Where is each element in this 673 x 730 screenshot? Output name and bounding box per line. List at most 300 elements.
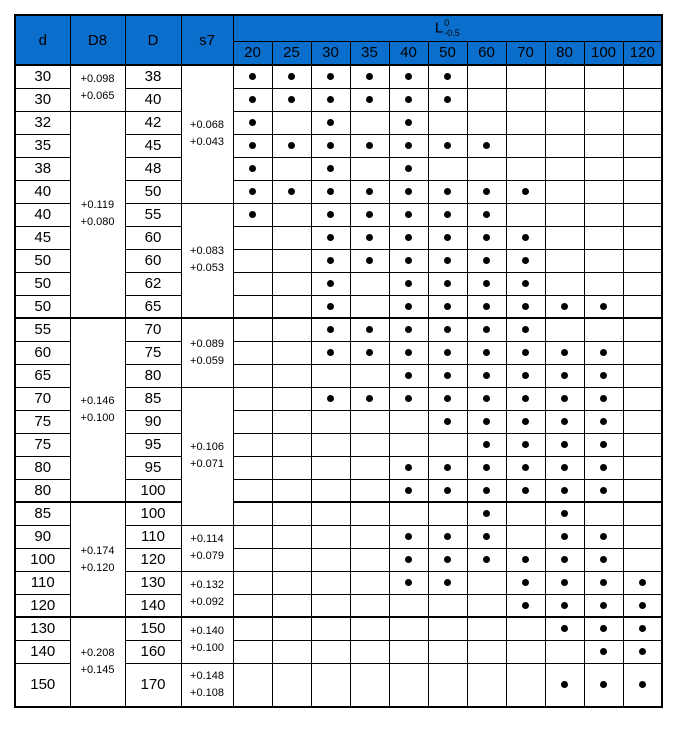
availability-cell-L30 <box>311 134 350 157</box>
availability-cell-L80 <box>545 111 584 134</box>
col-header-L <box>233 15 662 41</box>
availability-cell-L30 <box>311 203 350 226</box>
availability-cell-L80 <box>545 134 584 157</box>
availability-cell-L20 <box>233 617 272 640</box>
dot-icon <box>444 257 451 264</box>
s7-tolerance-cell-lower: +0.092 <box>190 595 224 608</box>
availability-cell-L80 <box>545 663 584 707</box>
dot-icon <box>561 464 568 471</box>
dot-icon <box>522 464 529 471</box>
d8-tolerance-cell-lower: +0.080 <box>80 216 115 229</box>
availability-cell-L30 <box>311 663 350 707</box>
availability-cell-L20 <box>233 341 272 364</box>
dot-icon <box>483 280 490 287</box>
D-value-cell: 60 <box>125 226 181 249</box>
l-tolerance-stack <box>444 18 460 38</box>
availability-cell-L25 <box>272 203 311 226</box>
dot-icon <box>522 418 529 425</box>
availability-cell-L70 <box>506 272 545 295</box>
s7-tolerance-cell-lower: +0.071 <box>190 458 224 470</box>
availability-cell-L70 <box>506 295 545 318</box>
dot-icon <box>561 510 568 517</box>
availability-cell-L20 <box>233 272 272 295</box>
availability-cell-L60 <box>467 456 506 479</box>
d-value-cell: 40 <box>15 203 70 226</box>
availability-cell-L50 <box>428 548 467 571</box>
dot-icon <box>639 602 646 609</box>
dot-icon <box>405 533 412 540</box>
dot-icon <box>444 349 451 356</box>
availability-cell-L80 <box>545 318 584 341</box>
dot-icon <box>405 464 412 471</box>
availability-cell-L50 <box>428 157 467 180</box>
availability-cell-L100 <box>584 88 623 111</box>
availability-cell-L35 <box>350 341 389 364</box>
availability-cell-L50 <box>428 640 467 663</box>
availability-cell-L40 <box>389 433 428 456</box>
availability-cell-L30 <box>311 157 350 180</box>
availability-cell-L60 <box>467 134 506 157</box>
dot-icon <box>600 648 607 655</box>
dot-icon <box>444 556 451 563</box>
availability-cell-L20 <box>233 594 272 617</box>
availability-cell-L100 <box>584 433 623 456</box>
availability-cell-L80 <box>545 594 584 617</box>
dot-icon <box>483 464 490 471</box>
availability-cell-L40 <box>389 364 428 387</box>
availability-cell-L120 <box>623 272 662 295</box>
availability-cell-L35 <box>350 525 389 548</box>
availability-cell-L50 <box>428 272 467 295</box>
dot-icon <box>405 73 412 80</box>
s7-tolerance-cell-lower: +0.079 <box>190 550 224 562</box>
s7-tolerance-cell-upper: +0.068 <box>190 119 224 132</box>
dot-icon <box>522 556 529 563</box>
dot-icon <box>483 533 490 540</box>
availability-cell-L70 <box>506 134 545 157</box>
availability-cell-L50 <box>428 594 467 617</box>
dot-icon <box>561 418 568 425</box>
dot-icon <box>444 96 451 103</box>
availability-cell-L20 <box>233 180 272 203</box>
availability-cell-L40 <box>389 111 428 134</box>
table-body <box>15 65 662 707</box>
D-value-cell: 140 <box>125 594 181 617</box>
availability-cell-L35 <box>350 663 389 707</box>
D-value-cell: 45 <box>125 134 181 157</box>
dot-icon <box>483 234 490 241</box>
d8-tolerance-cell-lower: +0.100 <box>80 412 115 424</box>
availability-cell-L100 <box>584 65 623 88</box>
col-header-d8: D8 <box>70 15 125 65</box>
dot-icon <box>327 73 334 80</box>
dot-icon <box>561 602 568 609</box>
d8-tolerance-cell-upper: +0.208 <box>80 647 115 659</box>
s7-tolerance-cell-upper: +0.114 <box>190 533 224 545</box>
availability-cell-L25 <box>272 157 311 180</box>
availability-cell-L30 <box>311 341 350 364</box>
length-header-70: 70 <box>506 41 545 65</box>
availability-cell-L30 <box>311 364 350 387</box>
d-value-cell: 38 <box>15 157 70 180</box>
availability-cell-L100 <box>584 111 623 134</box>
dot-icon <box>405 280 412 287</box>
availability-cell-L100 <box>584 364 623 387</box>
dot-icon <box>444 211 451 218</box>
d-value-cell: 45 <box>15 226 70 249</box>
availability-cell-L20 <box>233 249 272 272</box>
availability-cell-L80 <box>545 387 584 410</box>
dot-icon <box>405 579 412 586</box>
availability-cell-L120 <box>623 226 662 249</box>
availability-cell-L60 <box>467 525 506 548</box>
availability-cell-L25 <box>272 134 311 157</box>
availability-cell-L80 <box>545 433 584 456</box>
dot-icon <box>405 119 412 126</box>
d-value-cell: 50 <box>15 272 70 295</box>
D-value-cell: 48 <box>125 157 181 180</box>
dot-icon <box>327 280 334 287</box>
availability-cell-L40 <box>389 134 428 157</box>
dot-icon <box>249 142 256 149</box>
availability-cell-L30 <box>311 410 350 433</box>
availability-cell-L35 <box>350 640 389 663</box>
availability-cell-L120 <box>623 111 662 134</box>
availability-cell-L50 <box>428 341 467 364</box>
availability-cell-L100 <box>584 341 623 364</box>
availability-cell-L30 <box>311 479 350 502</box>
dot-icon <box>366 142 373 149</box>
availability-cell-L120 <box>623 249 662 272</box>
availability-cell-L30 <box>311 502 350 525</box>
availability-cell-L25 <box>272 364 311 387</box>
availability-cell-L60 <box>467 111 506 134</box>
availability-cell-L40 <box>389 157 428 180</box>
dot-icon <box>522 372 529 379</box>
availability-cell-L20 <box>233 663 272 707</box>
availability-cell-L60 <box>467 226 506 249</box>
availability-cell-L70 <box>506 65 545 88</box>
dot-icon <box>483 395 490 402</box>
dot-icon <box>405 257 412 264</box>
availability-cell-L120 <box>623 203 662 226</box>
availability-cell-L35 <box>350 456 389 479</box>
availability-cell-L80 <box>545 65 584 88</box>
availability-cell-L120 <box>623 157 662 180</box>
dot-icon <box>522 257 529 264</box>
availability-cell-L50 <box>428 502 467 525</box>
dot-icon <box>405 96 412 103</box>
availability-cell-L60 <box>467 479 506 502</box>
dot-icon <box>522 188 529 195</box>
s7-tolerance-cell <box>181 65 233 203</box>
dot-icon <box>249 188 256 195</box>
D-value-cell: 40 <box>125 88 181 111</box>
availability-cell-L70 <box>506 525 545 548</box>
availability-cell-L100 <box>584 410 623 433</box>
availability-cell-L40 <box>389 65 428 88</box>
availability-cell-L120 <box>623 456 662 479</box>
availability-cell-L35 <box>350 272 389 295</box>
length-header-120: 120 <box>623 41 662 65</box>
D-value-cell: 90 <box>125 410 181 433</box>
dot-icon <box>327 395 334 402</box>
availability-cell-L70 <box>506 548 545 571</box>
availability-cell-L40 <box>389 203 428 226</box>
d-value-cell: 75 <box>15 410 70 433</box>
availability-cell-L80 <box>545 525 584 548</box>
availability-cell-L70 <box>506 479 545 502</box>
availability-cell-L80 <box>545 548 584 571</box>
availability-cell-L70 <box>506 617 545 640</box>
availability-cell-L70 <box>506 203 545 226</box>
availability-cell-L70 <box>506 456 545 479</box>
availability-cell-L120 <box>623 180 662 203</box>
availability-cell-L25 <box>272 111 311 134</box>
s7-tolerance-cell <box>181 525 233 571</box>
length-header-25: 25 <box>272 41 311 65</box>
availability-cell-L80 <box>545 502 584 525</box>
s7-tolerance-cell-upper: +0.132 <box>190 578 224 591</box>
availability-cell-L60 <box>467 617 506 640</box>
availability-cell-L20 <box>233 502 272 525</box>
table-row <box>15 617 662 640</box>
dot-icon <box>444 533 451 540</box>
col-header-d: d <box>15 15 70 65</box>
dot-icon <box>444 234 451 241</box>
availability-cell-L20 <box>233 364 272 387</box>
s7-tolerance-cell <box>181 387 233 525</box>
dot-icon <box>405 234 412 241</box>
s7-tolerance-cell-lower: +0.043 <box>190 136 224 149</box>
d8-tolerance-cell <box>70 617 125 707</box>
dot-icon <box>444 142 451 149</box>
availability-cell-L100 <box>584 571 623 594</box>
length-header-50: 50 <box>428 41 467 65</box>
d-value-cell: 30 <box>15 65 70 88</box>
availability-cell-L100 <box>584 134 623 157</box>
dot-icon <box>522 579 529 586</box>
availability-cell-L100 <box>584 157 623 180</box>
availability-cell-L40 <box>389 272 428 295</box>
dot-icon <box>639 579 646 586</box>
availability-cell-L100 <box>584 272 623 295</box>
availability-cell-L40 <box>389 318 428 341</box>
table-row <box>15 65 662 88</box>
availability-cell-L70 <box>506 502 545 525</box>
availability-cell-L25 <box>272 272 311 295</box>
dot-icon <box>249 119 256 126</box>
availability-cell-L35 <box>350 180 389 203</box>
availability-cell-L70 <box>506 410 545 433</box>
availability-cell-L30 <box>311 594 350 617</box>
availability-cell-L100 <box>584 594 623 617</box>
D-value-cell: 100 <box>125 479 181 502</box>
dot-icon <box>444 280 451 287</box>
dot-icon <box>366 349 373 356</box>
dot-icon <box>483 556 490 563</box>
availability-cell-L25 <box>272 341 311 364</box>
availability-cell-L30 <box>311 433 350 456</box>
dot-icon <box>483 349 490 356</box>
availability-cell-L50 <box>428 180 467 203</box>
dot-icon <box>561 395 568 402</box>
availability-cell-L60 <box>467 295 506 318</box>
availability-cell-L100 <box>584 617 623 640</box>
availability-cell-L20 <box>233 548 272 571</box>
dot-icon <box>483 372 490 379</box>
D-value-cell: 38 <box>125 65 181 88</box>
availability-cell-L25 <box>272 410 311 433</box>
d8-tolerance-cell-upper: +0.119 <box>80 199 115 212</box>
dot-icon <box>444 188 451 195</box>
D-value-cell: 170 <box>125 663 181 707</box>
availability-cell-L30 <box>311 180 350 203</box>
dot-icon <box>561 349 568 356</box>
dot-icon <box>600 533 607 540</box>
availability-cell-L20 <box>233 433 272 456</box>
availability-cell-L35 <box>350 594 389 617</box>
dot-icon <box>327 211 334 218</box>
length-header-80: 80 <box>545 41 584 65</box>
D-value-cell: 70 <box>125 318 181 341</box>
dot-icon <box>366 234 373 241</box>
availability-cell-L30 <box>311 571 350 594</box>
D-value-cell: 95 <box>125 456 181 479</box>
d-value-cell: 32 <box>15 111 70 134</box>
dot-icon <box>561 533 568 540</box>
availability-cell-L40 <box>389 88 428 111</box>
availability-cell-L100 <box>584 456 623 479</box>
availability-cell-L40 <box>389 594 428 617</box>
availability-cell-L30 <box>311 88 350 111</box>
dot-icon <box>522 303 529 310</box>
availability-cell-L35 <box>350 433 389 456</box>
s7-tolerance-cell <box>181 617 233 663</box>
d-value-cell: 80 <box>15 456 70 479</box>
availability-cell-L50 <box>428 88 467 111</box>
availability-cell-L35 <box>350 157 389 180</box>
dot-icon <box>288 73 295 80</box>
availability-cell-L40 <box>389 502 428 525</box>
availability-cell-L20 <box>233 295 272 318</box>
availability-cell-L60 <box>467 341 506 364</box>
length-header-100: 100 <box>584 41 623 65</box>
availability-cell-L70 <box>506 318 545 341</box>
availability-cell-L40 <box>389 617 428 640</box>
dot-icon <box>639 648 646 655</box>
d-value-cell: 55 <box>15 318 70 341</box>
availability-cell-L80 <box>545 295 584 318</box>
D-value-cell: 95 <box>125 433 181 456</box>
dot-icon <box>600 487 607 494</box>
availability-cell-L20 <box>233 111 272 134</box>
dot-icon <box>405 349 412 356</box>
d8-tolerance-cell-upper: +0.098 <box>80 73 115 86</box>
availability-cell-L60 <box>467 180 506 203</box>
availability-cell-L25 <box>272 663 311 707</box>
availability-cell-L100 <box>584 525 623 548</box>
availability-cell-L70 <box>506 571 545 594</box>
D-value-cell: 150 <box>125 617 181 640</box>
D-value-cell: 130 <box>125 571 181 594</box>
dot-icon <box>405 487 412 494</box>
dot-icon <box>483 211 490 218</box>
dot-icon <box>600 681 607 688</box>
dot-icon <box>288 96 295 103</box>
dot-icon <box>405 303 412 310</box>
availability-cell-L25 <box>272 387 311 410</box>
availability-cell-L30 <box>311 226 350 249</box>
availability-cell-L120 <box>623 318 662 341</box>
availability-cell-L80 <box>545 272 584 295</box>
d-value-cell: 60 <box>15 341 70 364</box>
dot-icon <box>249 165 256 172</box>
availability-cell-L70 <box>506 663 545 707</box>
dot-icon <box>366 73 373 80</box>
d-value-cell: 50 <box>15 295 70 318</box>
dot-icon <box>444 487 451 494</box>
s7-tolerance-cell <box>181 663 233 707</box>
d-value-cell: 150 <box>15 663 70 707</box>
s7-tolerance-cell-lower: +0.053 <box>190 262 224 275</box>
availability-cell-L80 <box>545 157 584 180</box>
availability-cell-L120 <box>623 88 662 111</box>
availability-cell-L40 <box>389 525 428 548</box>
dot-icon <box>444 418 451 425</box>
dot-icon <box>327 257 334 264</box>
availability-cell-L40 <box>389 548 428 571</box>
dot-icon <box>483 188 490 195</box>
dot-icon <box>405 211 412 218</box>
dot-icon <box>600 349 607 356</box>
availability-cell-L35 <box>350 203 389 226</box>
D-value-cell: 75 <box>125 341 181 364</box>
availability-cell-L20 <box>233 88 272 111</box>
availability-cell-L25 <box>272 594 311 617</box>
availability-cell-L40 <box>389 456 428 479</box>
d-value-cell: 90 <box>15 525 70 548</box>
dot-icon <box>444 464 451 471</box>
s7-tolerance-cell-lower: +0.100 <box>190 642 224 655</box>
s7-tolerance-cell <box>181 571 233 617</box>
l-symbol: L <box>434 19 444 37</box>
availability-cell-L30 <box>311 640 350 663</box>
availability-cell-L20 <box>233 134 272 157</box>
availability-cell-L70 <box>506 640 545 663</box>
s7-tolerance-cell-upper: +0.089 <box>190 337 224 350</box>
dot-icon <box>366 188 373 195</box>
dot-icon <box>639 625 646 632</box>
availability-cell-L40 <box>389 663 428 707</box>
dot-icon <box>405 165 412 172</box>
dot-icon <box>327 303 334 310</box>
availability-cell-L30 <box>311 249 350 272</box>
d-value-cell: 50 <box>15 249 70 272</box>
availability-cell-L100 <box>584 640 623 663</box>
s7-tolerance-cell <box>181 318 233 387</box>
dot-icon <box>444 326 451 333</box>
availability-cell-L120 <box>623 663 662 707</box>
dot-icon <box>444 395 451 402</box>
availability-cell-L25 <box>272 502 311 525</box>
size-tolerance-table <box>14 14 663 708</box>
availability-cell-L25 <box>272 525 311 548</box>
table-row <box>15 318 662 341</box>
D-value-cell: 100 <box>125 502 181 525</box>
dot-icon <box>366 96 373 103</box>
availability-cell-L25 <box>272 571 311 594</box>
